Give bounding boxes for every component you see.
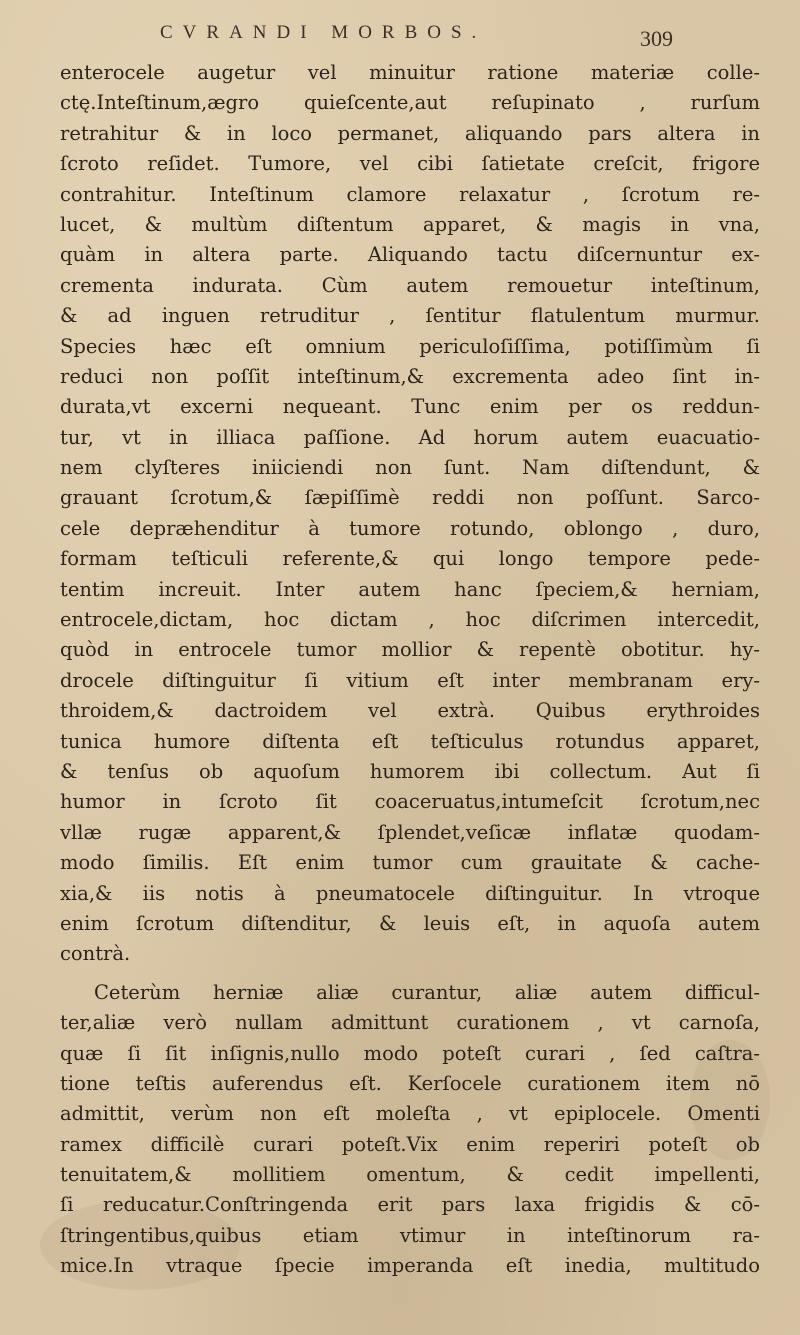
text-line: drocele diſtinguitur ſi vitium eſt inter membranam ery- bbox=[60, 668, 760, 692]
text-line: ſtringentibus,quibus etiam vtimur in inteſtinorum ra- bbox=[60, 1223, 760, 1247]
text-line: ſcroto reſidet. Tumore, vel cibi ſatietate creſcit, frigore bbox=[60, 152, 760, 176]
body-text bbox=[60, 58, 760, 1282]
text-line: enterocele augetur vel minuitur ratione materiæ colle- bbox=[60, 61, 760, 84]
text-line: tur, vt in illiaca paſſione. Ad horum autem euacuatio- bbox=[60, 425, 760, 449]
text-line: crementa indurata. Cùm autem remouetur inteſtinum, bbox=[60, 273, 760, 297]
text-line: reduci non poſſit inteſtinum,& excrementa adeo ſint in- bbox=[60, 364, 760, 388]
text-line: modo ſimilis. Eſt enim tumor cum grauitate & cache- bbox=[60, 851, 760, 875]
text-line: tentim increuit. Inter autem hanc ſpeciem,& herniam, bbox=[60, 577, 760, 601]
running-head: CVRANDI MORBOS. bbox=[160, 22, 487, 43]
text-line: admittit, verùm non eſt moleſta , vt epiplocele. Omenti bbox=[60, 1102, 760, 1126]
text-line: ctę.Inteſtinum,ægro quieſcente,aut reſupinato , rurſum bbox=[60, 91, 760, 115]
text-line: tione teſtis auferendus eſt. Kerſocele curationem item nō bbox=[60, 1071, 760, 1095]
text-line: tenuitatem,& mollitiem omentum, & cedit impellenti, bbox=[60, 1163, 760, 1187]
text-line: retrahitur & in loco permanet, aliquando pars altera in bbox=[60, 121, 760, 145]
text-line: entrocele,dictam, hoc dictam , hoc diſcrimen intercedit, bbox=[60, 608, 760, 632]
text-line: quòd in entrocele tumor mollior & repentè obotitur. hy- bbox=[60, 638, 760, 662]
text-line: formam teſticuli referente,& qui longo tempore pede- bbox=[60, 547, 760, 571]
text-line: durata,vt excerni nequeant. Tunc enim per os reddun- bbox=[60, 395, 760, 419]
text-line: mice.In vtraque ſpecie imperanda eſt inedia, multitudo bbox=[60, 1254, 760, 1278]
text-line: & tenſus ob aquoſum humorem ibi collectum. Aut ſi bbox=[60, 759, 760, 783]
text-line: throidem,& dactroidem vel extrà. Quibus erythroides bbox=[60, 699, 760, 723]
text-line: lucet, & multùm diſtentum apparet, & magis in vna, bbox=[60, 212, 760, 236]
text-line: Species hæc eſt omnium periculoſiſſima, potiſſimùm ſi bbox=[60, 334, 760, 358]
text-line: quæ ſi ſit inſignis,nullo modo poteſt curari , ſed caſtra- bbox=[60, 1041, 760, 1065]
text-line: xia,& iis notis à pneumatocele diſtinguitur. In vtroque bbox=[60, 881, 760, 905]
paragraph-gap bbox=[60, 970, 760, 978]
text-line: enim ſcrotum diſtenditur, & leuis eſt, in aquoſa autem bbox=[60, 911, 760, 935]
text-line: & ad inguen retruditur , ſentitur flatulentum murmur. bbox=[60, 304, 760, 328]
text-line: grauant ſcrotum,& ſæpiſſimè reddi non poſſunt. Sarco- bbox=[60, 486, 760, 510]
text-line: Ceterùm herniæ aliæ curantur, aliæ autem difficul- bbox=[94, 980, 760, 1004]
text-line: ter,aliæ verò nullam admittunt curationem , vt carnoſa, bbox=[60, 1011, 760, 1035]
text-line: tunica humore diſtenta eſt teſticulus rotundus apparet, bbox=[60, 729, 760, 753]
text-line: quàm in altera parte. Aliquando tactu diſcernuntur ex- bbox=[60, 243, 760, 267]
text-line: cele depræhenditur à tumore rotundo, oblongo , duro, bbox=[60, 516, 760, 540]
text-line: nem clyſteres iniiciendi non ſunt. Nam diſtendunt, & bbox=[60, 456, 760, 480]
text-line: humor in ſcroto ſit coaceruatus,intumeſcit ſcrotum,nec bbox=[60, 790, 760, 814]
text-line: contrahitur. Inteſtinum clamore relaxatur , ſcrotum re- bbox=[60, 182, 760, 206]
text-line: vllæ rugæ apparent,& ſplendet,veſicæ inflatæ quodam- bbox=[60, 820, 760, 844]
text-line: contrà. bbox=[60, 942, 131, 966]
text-line: ramex difficilè curari poteſt.Vix enim reperiri poteſt ob bbox=[60, 1132, 760, 1156]
page-number: 309 bbox=[640, 26, 673, 51]
text-line: ſi reducatur.Conſtringenda erit pars laxa frigidis & cō- bbox=[60, 1193, 760, 1217]
